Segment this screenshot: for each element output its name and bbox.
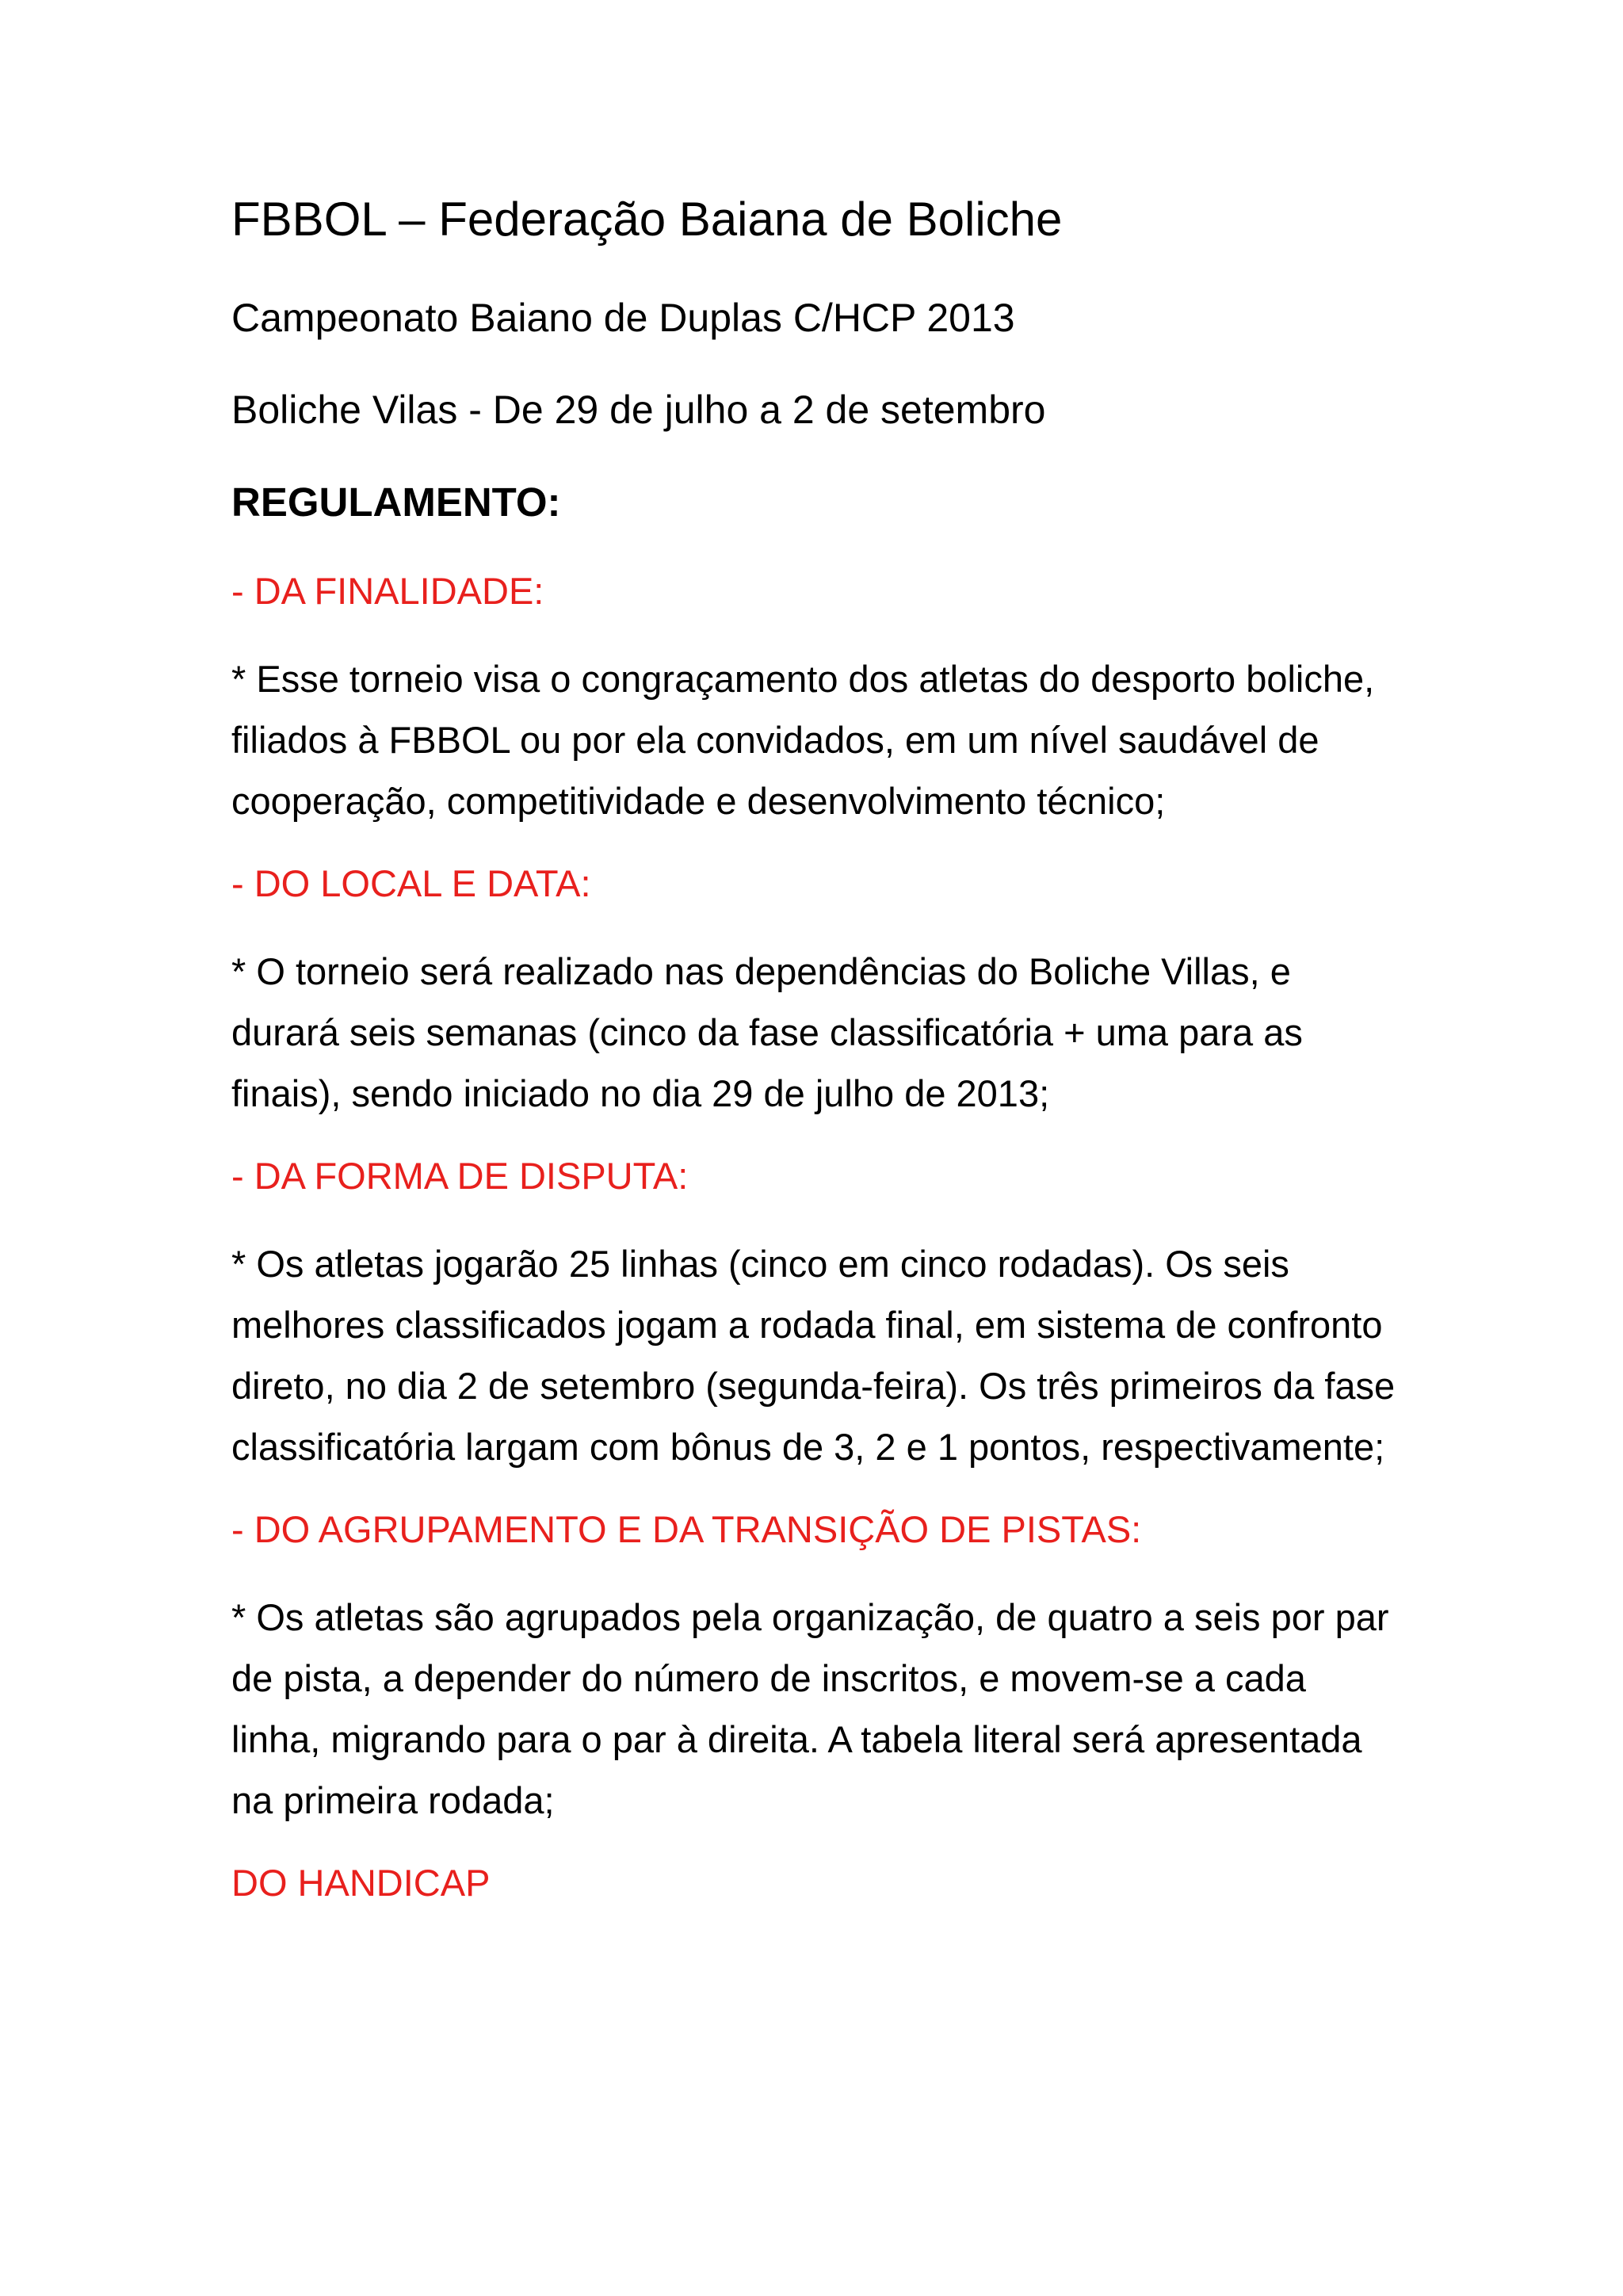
section-finalidade xyxy=(231,567,1404,831)
section-local-data xyxy=(231,860,1404,1124)
section-heading: - DO AGRUPAMENTO E DA TRANSIÇÃO DE PISTAS: xyxy=(231,1508,1142,1550)
section-handicap xyxy=(231,1859,1404,1907)
section-forma-disputa xyxy=(231,1152,1404,1477)
location-dates: Boliche Vilas - De 29 de julho a 2 de setembro xyxy=(231,388,1046,432)
section-heading: DO HANDICAP xyxy=(231,1862,491,1904)
section-heading: - DA FORMA DE DISPUTA: xyxy=(231,1155,689,1197)
section-heading: - DA FINALIDADE: xyxy=(231,570,544,612)
section-body: * O torneio será realizado nas dependências do Boliche Villas, e durará seis semanas (cinco da fase classificatória + uma para as finais), sendo iniciado no dia 29 de julho de 2013; xyxy=(231,950,1303,1114)
section-heading: - DO LOCAL E DATA: xyxy=(231,862,591,904)
regulation-heading: REGULAMENTO: xyxy=(231,479,561,525)
section-body: * Esse torneio visa o congraçamento dos atletas do desporto boliche, filiados à FBBOL ou por ela convidados, em um nível saudável de cooperação, competitividade e desenvolvimento técnico; xyxy=(231,658,1375,822)
section-body: * Os atletas são agrupados pela organização, de quatro a seis por par de pista, a depender do número de inscritos, e movem-se a cada linha, migrando para o par à direita. A tabela literal será apresentada na primeira rodada; xyxy=(231,1596,1389,1821)
section-agrupamento xyxy=(231,1506,1404,1831)
section-body: * Os atletas jogarão 25 linhas (cinco em cinco rodadas). Os seis melhores classificados jogam a rodada final, em sistema de confronto direto, no dia 2 de setembro (segunda-feira). Os três primeiros da fase classificatória largam com bônus de 3, 2 e 1 pontos, respectivamente; xyxy=(231,1243,1396,1468)
document-title: FBBOL – Federação Baiana de Boliche xyxy=(231,193,1063,246)
championship-title: Campeonato Baiano de Duplas C/HCP 2013 xyxy=(231,296,1015,340)
document-content xyxy=(231,190,1404,1940)
